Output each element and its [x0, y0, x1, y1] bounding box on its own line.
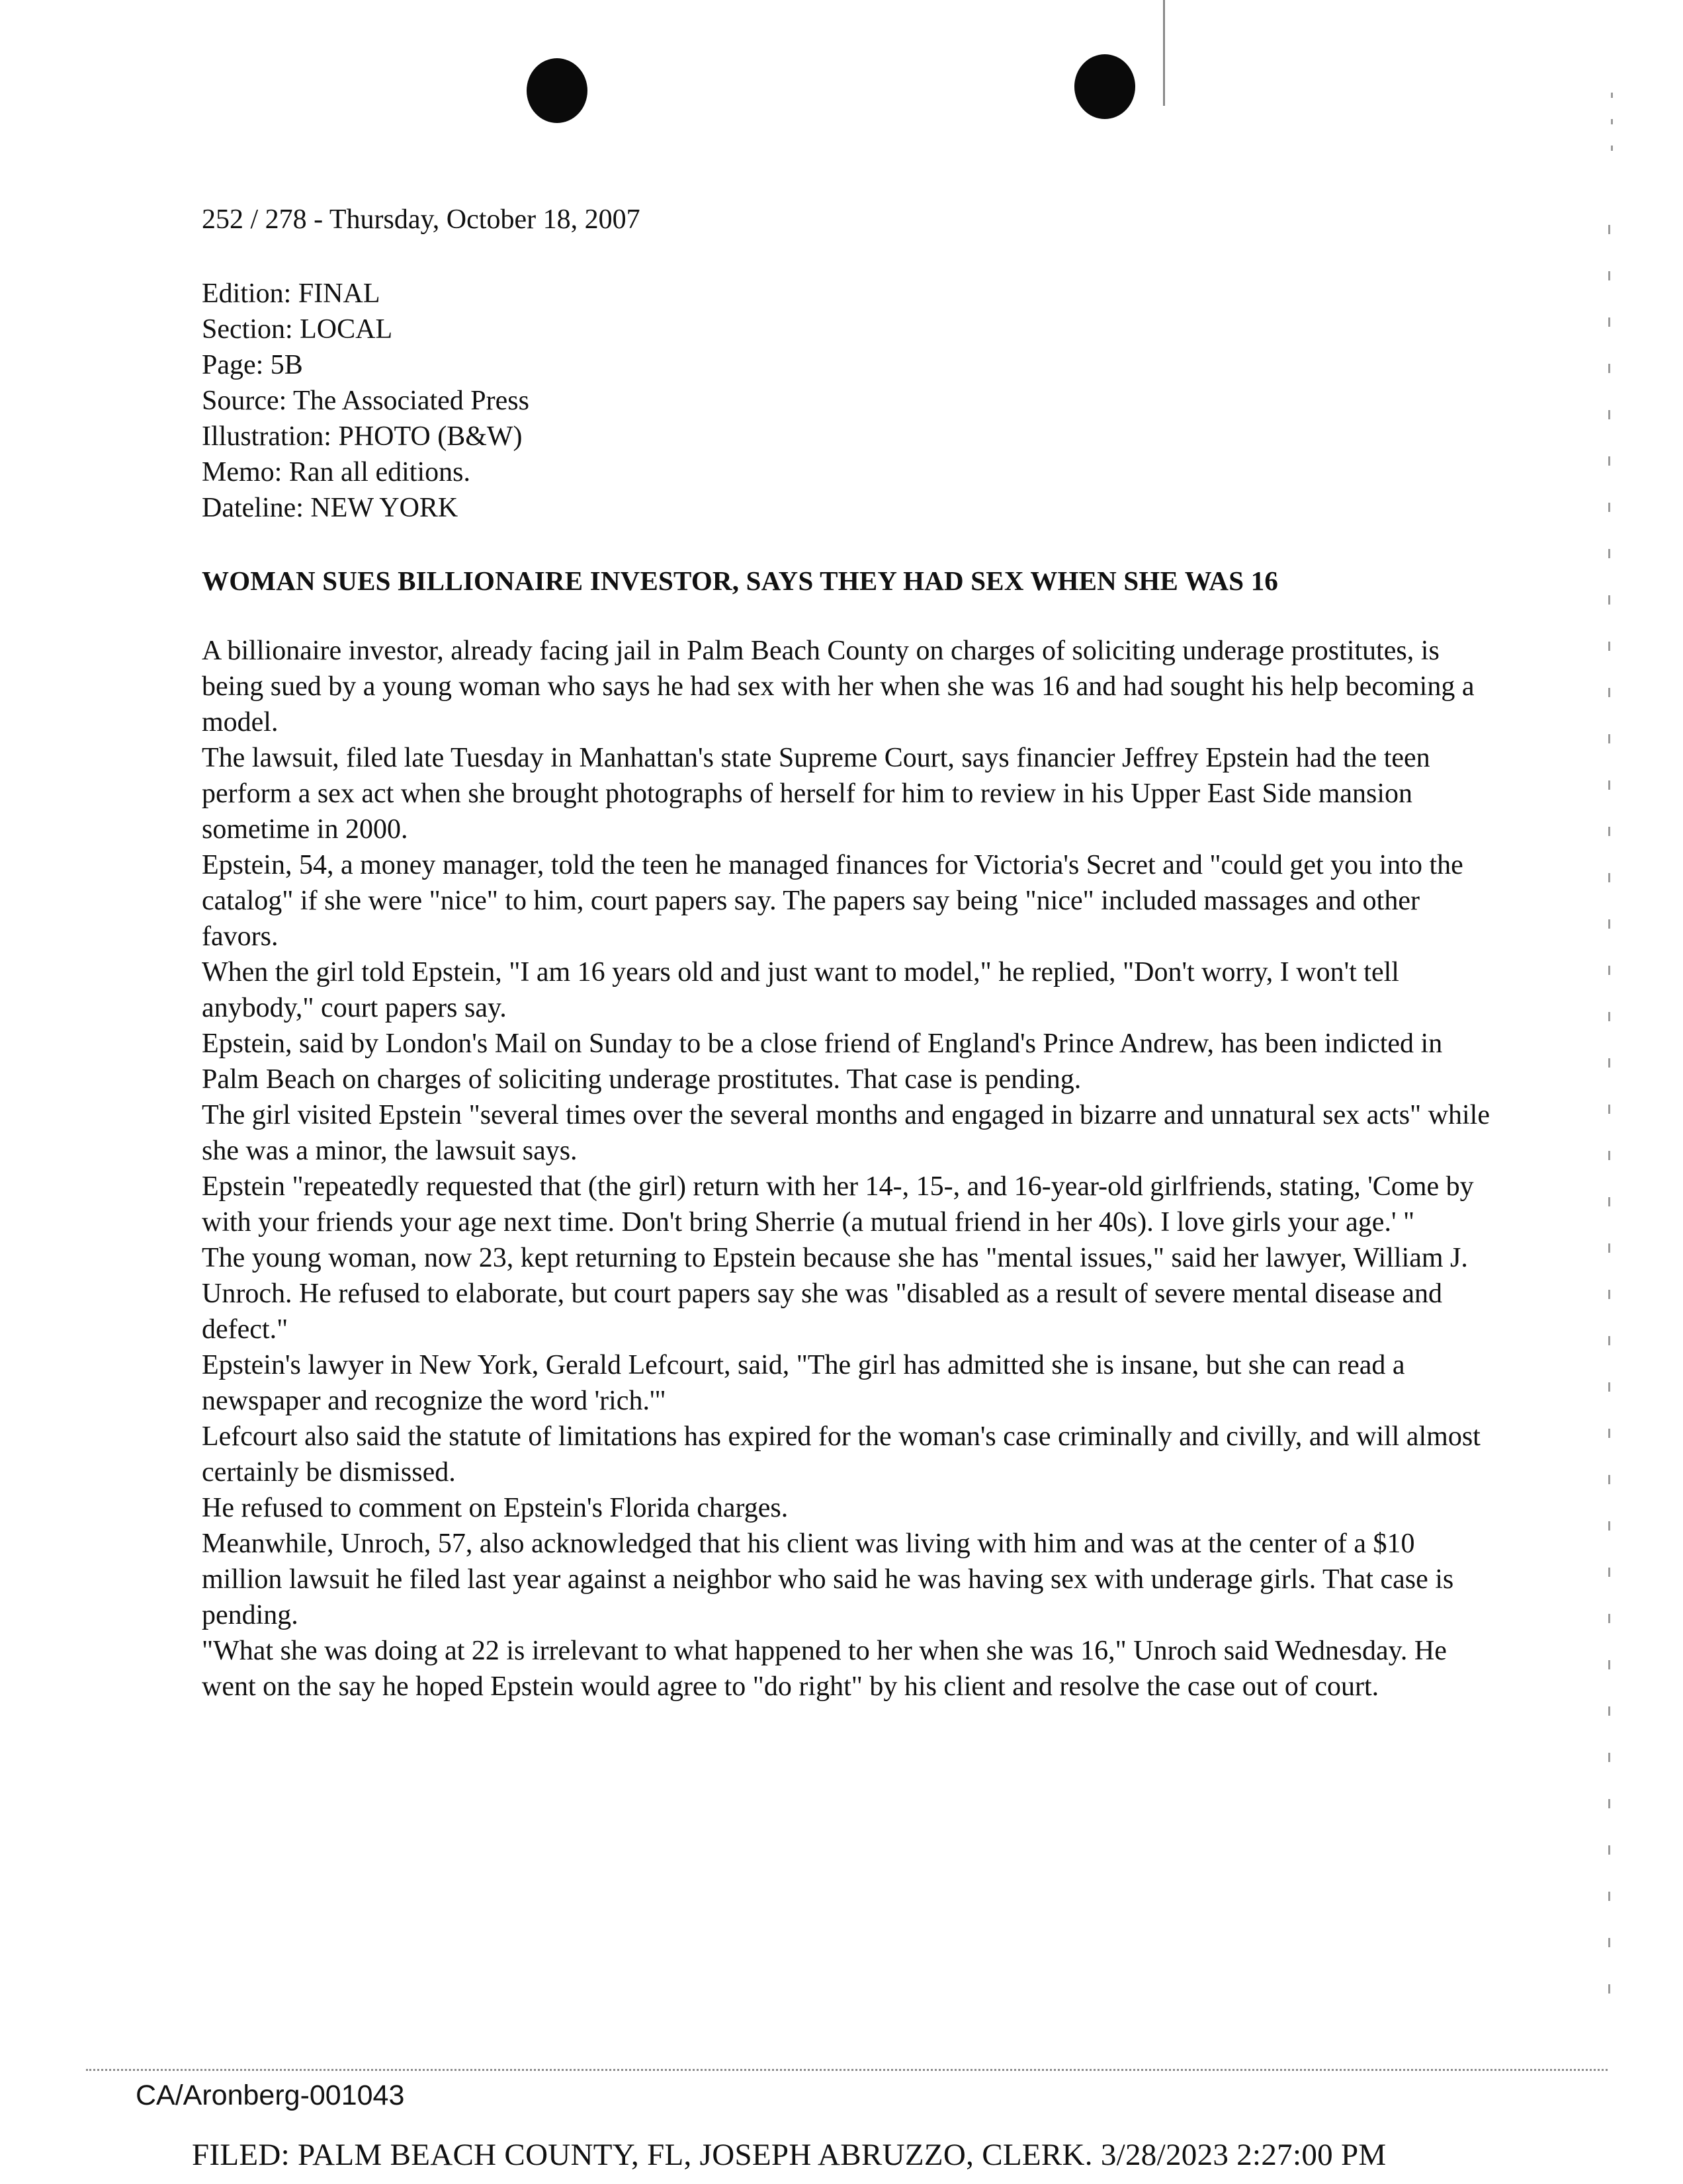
article-paragraph: Epstein's lawyer in New York, Gerald Lefcourt, said, "The girl has admitted she is insane, but she can read a newspaper and recognize the word 'rich.'"	[202, 1350, 1405, 1416]
meta-section: Section: LOCAL	[202, 314, 393, 345]
punch-hole-right	[1074, 54, 1135, 119]
meta-page: Page: 5B	[202, 350, 303, 380]
article-paragraph: Meanwhile, Unroch, 57, also acknowledged that his client was living with him and was at the center of a $10 million lawsuit he filed last year against a neighbor who said he was having sex with underage girls. That case is pending.	[202, 1529, 1454, 1630]
article-paragraph: When the girl told Epstein, "I am 16 years old and just want to model," he replied, "Don't worry, I won't tell anybody," court papers say.	[202, 957, 1399, 1023]
punch-hole-left	[527, 58, 587, 123]
meta-source: Source: The Associated Press	[202, 386, 529, 416]
meta-memo: Memo: Ran all editions.	[202, 457, 470, 487]
article-paragraph: Epstein, 54, a money manager, told the teen he managed finances for Victoria's Secret and "could get you into the catalog" if she were "nice" to him, court papers say. The papers say being "nice" included massages and other favors.	[202, 850, 1463, 952]
meta-edition: Edition: FINAL	[202, 278, 380, 309]
article-body	[202, 633, 1498, 1704]
article-paragraph: "What she was doing at 22 is irrelevant to what happened to her when she was 16," Unroch said Wednesday. He went on the say he hoped Epstein would agree to "do right" by his client and resolve the case out of court.	[202, 1636, 1447, 1702]
article-paragraph: The young woman, now 23, kept returning to Epstein because she has "mental issues," said her lawyer, William J. Unroch. He refused to elaborate, but court papers say she was "disabled as a result of severe mental disease and defect."	[202, 1243, 1468, 1345]
article-paragraph: The lawsuit, filed late Tuesday in Manhattan's state Supreme Court, says financier Jeffrey Epstein had the teen perform a sex act when she brought photographs of herself for him to review in his Upper East Side mansion sometime in 2000.	[202, 743, 1430, 845]
article-document	[202, 202, 1498, 1704]
article-paragraph: Lefcourt also said the statute of limitations has expired for the woman's case criminally and civilly, and will almost certainly be dismissed.	[202, 1421, 1481, 1488]
article-headline: WOMAN SUES BILLIONAIRE INVESTOR, SAYS THEY HAD SEX WHEN SHE WAS 16	[202, 566, 1279, 596]
bates-number: CA/Aronberg-001043	[136, 2079, 405, 2111]
scan-mark-top	[1163, 0, 1165, 106]
article-paragraph: Epstein, said by London's Mail on Sunday to be a close friend of England's Prince Andrew, has been indicted in Palm Beach on charges of soliciting underage prostitutes. That case is pending.	[202, 1029, 1443, 1095]
scan-edge-mark	[1608, 225, 1610, 2024]
article-meta	[202, 276, 1498, 526]
article-paragraph: The girl visited Epstein "several times over the several months and engaged in bizarre and unnatural sex acts" while she was a minor, the lawsuit says.	[202, 1100, 1490, 1166]
article-dateline: 252 / 278 - Thursday, October 18, 2007	[202, 204, 640, 235]
filed-stamp: FILED: PALM BEACH COUNTY, FL, JOSEPH ABRUZZO, CLERK. 3/28/2023 2:27:00 PM	[192, 2138, 1387, 2172]
meta-illustration: Illustration: PHOTO (B&W)	[202, 421, 523, 452]
scan-edge-mark-top	[1611, 93, 1613, 172]
footer-divider	[86, 2069, 1608, 2071]
article-paragraph: A billionaire investor, already facing jail in Palm Beach County on charges of soliciting underage prostitutes, is being sued by a young woman who says he had sex with her when she was 16 and had sought his help becoming a model.	[202, 636, 1475, 737]
article-paragraph: He refused to comment on Epstein's Florida charges.	[202, 1493, 789, 1523]
article-paragraph: Epstein "repeatedly requested that (the girl) return with her 14-, 15-, and 16-year-old girlfriends, stating, 'Come by with your friends your age next time. Don't bring Sherrie (a mutual friend in her 40s). I love girls your age.' "	[202, 1171, 1474, 1238]
meta-dateline: Dateline: NEW YORK	[202, 493, 458, 523]
